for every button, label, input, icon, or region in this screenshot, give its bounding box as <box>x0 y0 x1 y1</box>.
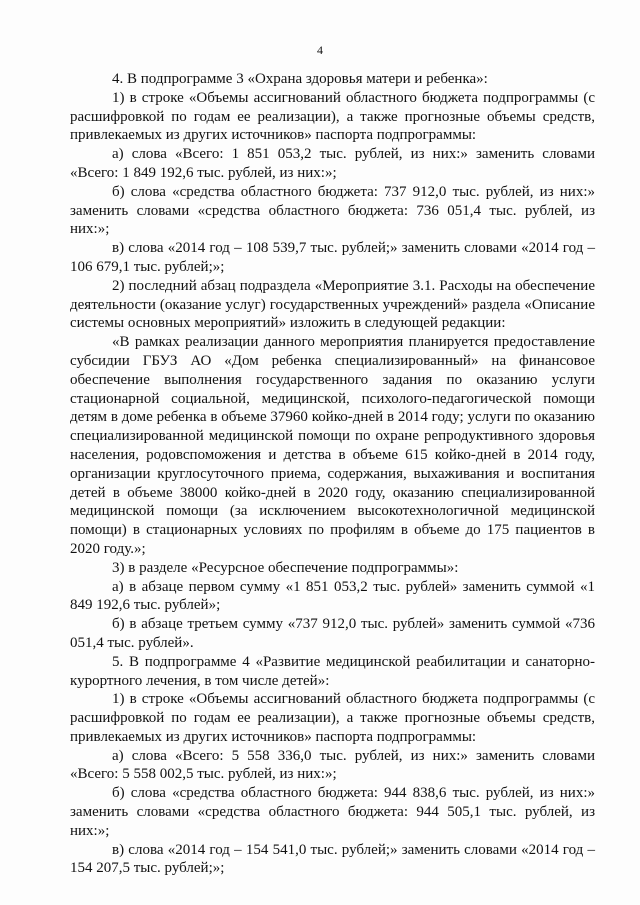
paragraph: а) слова «Всего: 5 558 336,0 тыс. рублей, из них:» заменить словами «Всего: 5 558 002,5 тыс. рублей, из них:»; <box>70 747 595 783</box>
document-body <box>70 70 595 878</box>
paragraph: 1) в строке «Объемы ассигнований областного бюджета подпрограммы (с расшифровкой по годам ее реализации), а также прогнозные объемы средств, привлекаемых из других источников» паспорта подпрограммы: <box>70 691 595 745</box>
paragraph: б) слова «средства областного бюджета: 944 838,6 тыс. рублей, из них:» заменить словами «средства областного бюджета: 944 505,1 тыс. рублей, из них:»; <box>70 785 595 839</box>
paragraph: в) слова «2014 год – 108 539,7 тыс. рублей;» заменить словами «2014 год – 106 679,1 тыс. рублей;»; <box>70 240 595 275</box>
paragraph: 4. В подпрограмме 3 «Охрана здоровья матери и ребенка»: <box>112 71 488 87</box>
paragraph: 2) последний абзац подраздела «Мероприятие 3.1. Расходы на обеспечение деятельности (оказание услуг) государственных учреждений» раздела «Описание системы основных мероприятий» изложить в следующей редакции: <box>70 277 595 332</box>
page-number: 4 <box>317 43 323 57</box>
paragraph: 5. В подпрограмме 4 «Развитие медицинской реабилитации и санаторно-курортного лечения, в том числе детей»: <box>70 653 595 689</box>
paragraph: 1) в строке «Объемы ассигнований областного бюджета подпрограммы (с расшифровкой по годам ее реализации), а также прогнозные объемы средств, привлекаемых из других источников» паспорта подпрограммы: <box>70 89 595 144</box>
paragraph: а) в абзаце первом сумму «1 851 053,2 тыс. рублей» заменить суммой «1 849 192,6 тыс. рублей»; <box>70 578 595 614</box>
paragraph: б) в абзаце третьем сумму «737 912,0 тыс. рублей» заменить суммой «736 051,4 тыс. рублей». <box>70 616 595 651</box>
paragraph: «В рамках реализации данного мероприятия планируется предоставление субсидии ГБУЗ АО «Дом ребенка специализированный» на финансовое обеспечение выполнения государственного задания по оказанию услуги стационарной социальной, медицинской, психолого-педагогической помощи детям в доме ребенка в объеме 37960 койко-дней в 2014 году; услуги по оказанию специализированной медицинской помощи по охране репродуктивного здоровья населения, родовспоможения и детства в объеме 615 койко-дней в 2014 году, организации круглосуточного приема, содержания, выхаживания и воспитания детей в объеме 38000 койко-дней в 2020 году, оказанию специализированной медицинской помощи (за исключением высокотехнологичной медицинской помощи) в стационарных условиях по профилям в объеме до 175 пациентов в 2020 году.»; <box>70 334 595 557</box>
paragraph: в) слова «2014 год – 154 541,0 тыс. рублей;» заменить словами «2014 год – 154 207,5 тыс. рублей;»; <box>70 841 595 877</box>
paragraph: 3) в разделе «Ресурсное обеспечение подпрограммы»: <box>112 559 459 576</box>
paragraph: б) слова «средства областного бюджета: 737 912,0 тыс. рублей, из них:» заменить словами «средства областного бюджета: 736 051,4 тыс. рублей, из них:»; <box>70 183 595 238</box>
paragraph: а) слова «Всего: 1 851 053,2 тыс. рублей, из них:» заменить словами «Всего: 1 849 192,6 тыс. рублей, из них:»; <box>70 146 595 181</box>
